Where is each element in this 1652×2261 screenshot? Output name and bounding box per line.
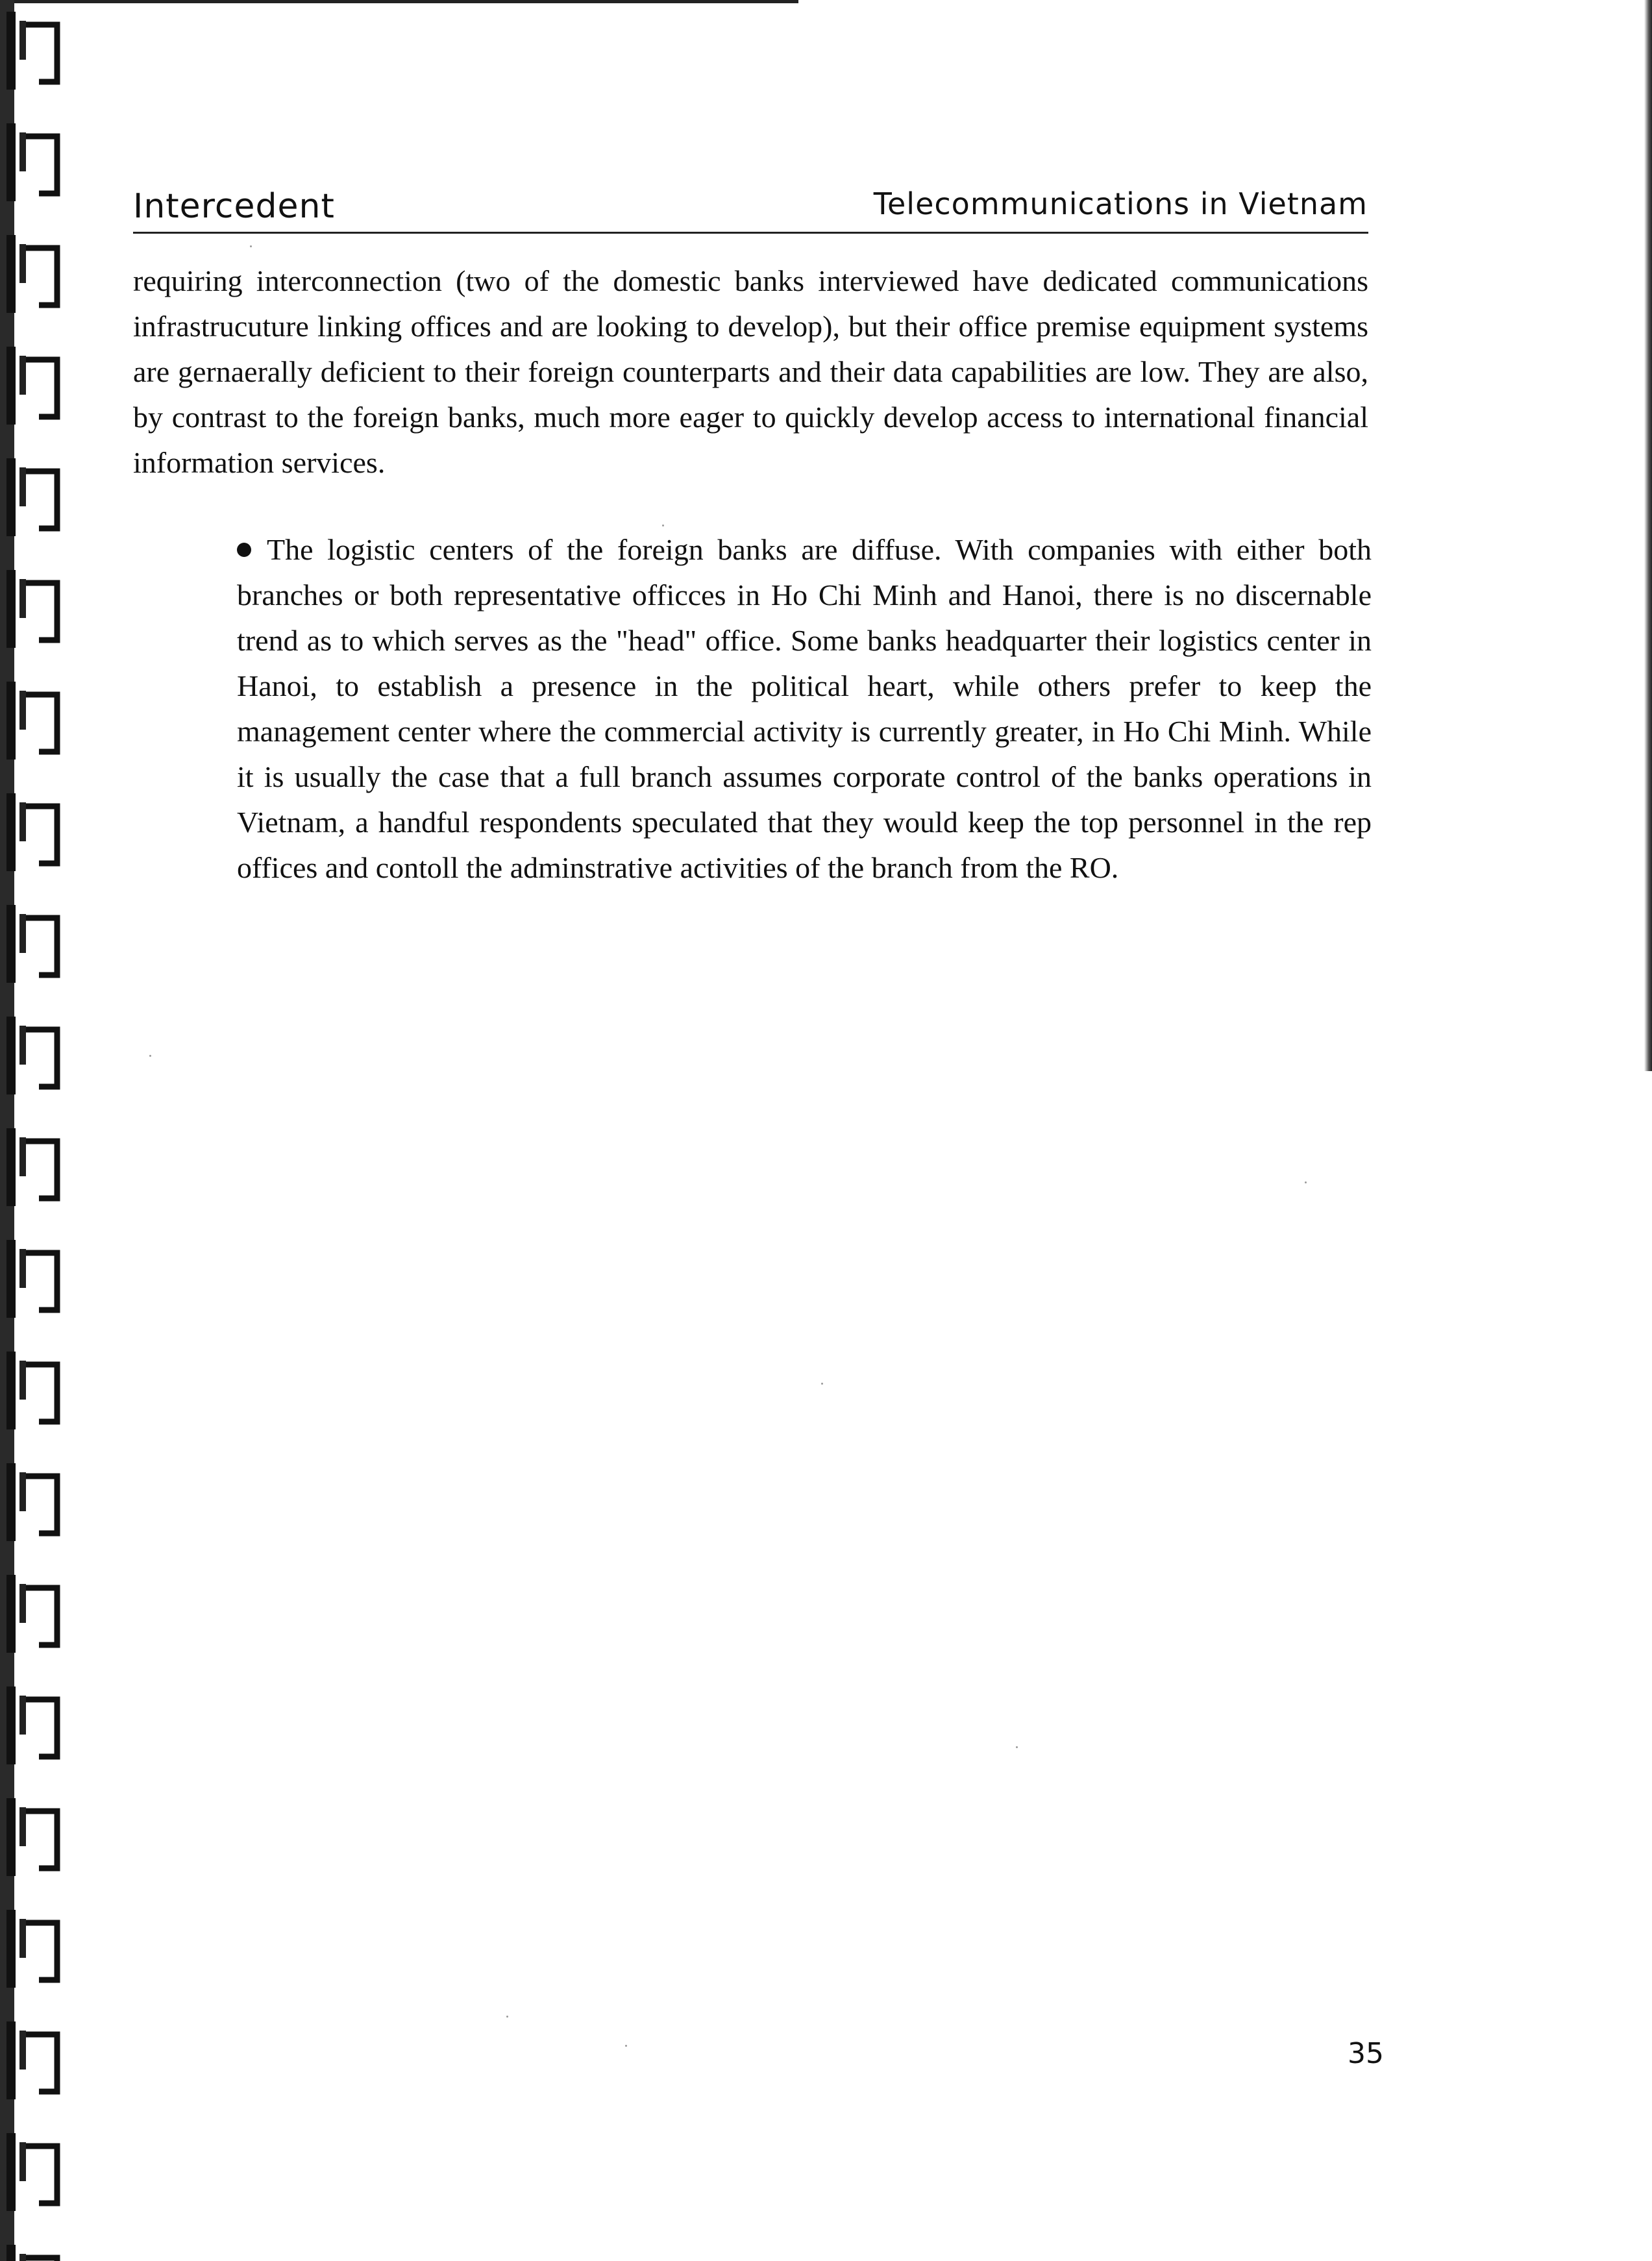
binding-coil xyxy=(22,1365,57,1422)
binding-tick xyxy=(19,579,26,618)
binding-bar xyxy=(6,1128,16,1206)
scan-speck xyxy=(1016,1746,1018,1748)
binding-bar xyxy=(6,1798,16,1876)
scan-speck xyxy=(1305,1181,1307,1183)
binding-bar xyxy=(6,1017,16,1094)
binding-tick xyxy=(19,244,26,283)
binding-coil xyxy=(22,2034,57,2092)
binding-coil xyxy=(22,25,57,82)
binding-tick xyxy=(19,2031,26,2069)
scan-top-edge xyxy=(0,0,798,3)
binding-tick xyxy=(19,1137,26,1176)
binding-bar xyxy=(6,905,16,983)
scan-speck xyxy=(250,245,252,247)
binding-tick xyxy=(19,1696,26,1735)
binding-tick xyxy=(19,21,26,60)
binding-tick xyxy=(19,691,26,730)
binding-tick xyxy=(19,1472,26,1511)
spiral-binding xyxy=(0,0,91,2261)
binding-tick xyxy=(19,2254,26,2261)
binding-coil xyxy=(22,248,57,305)
binding-tick xyxy=(19,802,26,841)
binding-bar xyxy=(6,2245,16,2261)
binding-tick xyxy=(19,1361,26,1400)
binding-coil xyxy=(22,1923,57,1980)
page-number: 35 xyxy=(1348,2037,1384,2070)
binding-tick xyxy=(19,914,26,953)
binding-bar xyxy=(6,1910,16,1988)
binding-tick xyxy=(19,1584,26,1623)
binding-bar xyxy=(6,1352,16,1429)
spiral-binding-graphic xyxy=(0,0,91,2261)
binding-tick xyxy=(19,356,26,395)
binding-tick xyxy=(19,1919,26,1958)
binding-coil xyxy=(22,583,57,640)
binding-coil xyxy=(22,1030,57,1087)
scan-speck xyxy=(625,2045,627,2047)
binding-coil xyxy=(22,360,57,417)
binding-bar xyxy=(6,1463,16,1541)
binding-tick xyxy=(19,1026,26,1065)
binding-bar xyxy=(6,793,16,871)
binding-coil xyxy=(22,2146,57,2203)
binding-bar xyxy=(6,1686,16,1764)
binding-tick xyxy=(19,1249,26,1288)
binding-coil xyxy=(22,471,57,528)
binding-bar xyxy=(6,12,16,90)
binding-bar xyxy=(6,2133,16,2211)
binding-coil xyxy=(22,1141,57,1198)
binding-tick xyxy=(19,132,26,171)
binding-bar xyxy=(6,347,16,425)
binding-coil xyxy=(22,136,57,193)
scan-right-edge xyxy=(1644,0,1652,1071)
binding-bar xyxy=(6,2021,16,2099)
scan-speck xyxy=(506,2016,508,2018)
binding-coil xyxy=(22,2258,57,2261)
binding-tick xyxy=(19,2142,26,2181)
bullet-icon xyxy=(237,543,251,557)
binding-tick xyxy=(19,1807,26,1846)
binding-coil xyxy=(22,918,57,975)
binding-bar xyxy=(6,123,16,201)
binding-bar xyxy=(6,1240,16,1318)
bullet-item xyxy=(237,527,1372,891)
scan-speck xyxy=(149,1055,151,1057)
binding-coil xyxy=(22,1476,57,1533)
binding-coil xyxy=(22,1253,57,1310)
scan-speck xyxy=(662,525,664,526)
binding-coil xyxy=(22,1699,57,1757)
bullet-text: The logistic centers of the foreign banks are diffuse. With companies with either both branches or both representative officces in Ho Chi Minh and Hanoi, there is no discernable trend as to which serves as the "head" office. Some banks headquarter their logistics center in Hanoi, to establish a presence in the political heart, while others prefer to keep the management center where the commercial activity is currently greater, in Ho Chi Minh. While it is usually the case that a full branch assumes corporate control of the banks operations in Vietnam, a handful respondents speculated that they would keep the top personnel in the rep offices and contoll the adminstrative activities of the branch from the RO. xyxy=(237,533,1372,884)
binding-bar xyxy=(6,682,16,760)
binding-bar xyxy=(6,458,16,536)
binding-bar xyxy=(6,1575,16,1653)
body-paragraph: requiring interconnection (two of the domestic banks interviewed have dedicated communications infrastrucuture linking offices and are looking to develop), but their office premise equipment systems are gernaerally deficient to their foreign counterparts and their data capabilities are low. They are also, by contrast to the foreign banks, much more eager to quickly develop access to international financial information services. xyxy=(133,264,1368,479)
scan-speck xyxy=(821,1383,823,1385)
binding-coil xyxy=(22,695,57,752)
binding-coil xyxy=(22,806,57,863)
binding-coil xyxy=(22,1588,57,1645)
header-report-title: Telecommunications in Vietnam xyxy=(873,186,1368,221)
binding-coil xyxy=(22,1811,57,1868)
binding-bar xyxy=(6,235,16,313)
binding-bar xyxy=(6,570,16,648)
binding-tick xyxy=(19,467,26,506)
header-divider xyxy=(133,232,1368,234)
header-company-name: Intercedent xyxy=(133,187,335,226)
